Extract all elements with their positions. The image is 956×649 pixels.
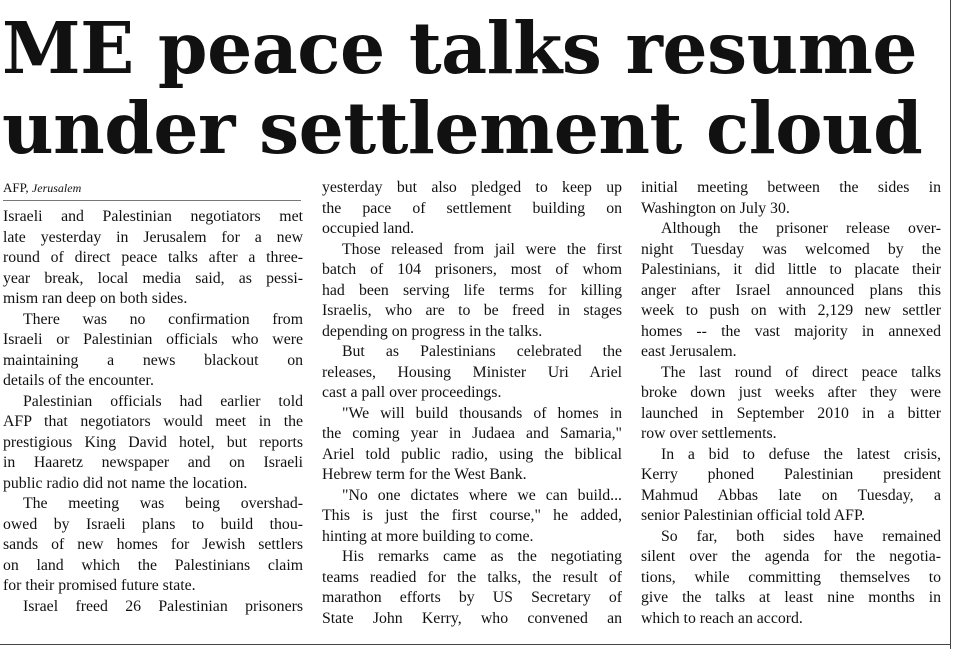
- text-line: homes -- the vast majority in annexed: [641, 322, 941, 340]
- text-line: Israel freed 26 Palestinian prisoners: [23, 597, 303, 615]
- text-line: But as Palestinians celebrated the: [342, 343, 622, 360]
- text-line: the coming year in Judaea and Samaria,": [322, 425, 622, 442]
- column-3-text: [641, 178, 941, 629]
- text-line: Kerry phoned Palestinian president: [641, 466, 941, 483]
- text-line: initial meeting between the sides in: [641, 179, 941, 196]
- text-line: owed by Israeli plans to build thou-: [3, 515, 303, 533]
- text-line: His remarks came as the negotiating: [342, 548, 622, 565]
- article-column-2: [322, 178, 622, 629]
- column-rule-right: [950, 0, 951, 649]
- headline: [2, 8, 942, 168]
- text-line: mism ran deep on both sides.: [3, 290, 188, 307]
- headline-line-1: ME peace talks resume: [2, 6, 917, 90]
- text-line: broke down just weeks after they were: [641, 384, 941, 401]
- text-line: The last round of direct peace talks: [661, 363, 941, 381]
- text-line: Washington on July 30.: [641, 199, 790, 217]
- text-line: row over settlements.: [641, 425, 777, 442]
- text-line: The meeting was being overshad-: [23, 495, 303, 512]
- text-line: the pace of settlement building on: [322, 199, 622, 217]
- text-line: Palestinians, it did little to placate their: [641, 261, 941, 278]
- text-line: Ariel told public radio, using the biblical: [322, 445, 622, 463]
- text-line: sands of new homes for Jewish settlers: [3, 536, 303, 553]
- column-1-text: [3, 207, 303, 617]
- byline-agency: AFP,: [3, 180, 29, 195]
- text-line: on land which the Palestinians claim: [3, 556, 303, 574]
- text-line: cast a pall over proceedings.: [322, 384, 502, 401]
- headline-line-2: under settlement cloud: [2, 86, 923, 170]
- text-line: "We will build thousands of homes in: [342, 404, 622, 422]
- text-line: round of direct peace talks after a three-: [3, 249, 303, 266]
- text-line: Palestinian officials had earlier told: [23, 392, 303, 410]
- text-line: anger after Israel announced plans this: [641, 281, 941, 299]
- text-line: marathon efforts by US Secretary of: [322, 589, 622, 606]
- byline-location: Jerusalem: [31, 181, 82, 195]
- text-line: depending on progress in the talks.: [322, 322, 543, 340]
- byline: [3, 178, 301, 201]
- text-line: occupied land.: [322, 220, 415, 237]
- text-line: batch of 104 prisoners, most of whom: [322, 261, 622, 278]
- text-line: late yesterday in Jerusalem for a new: [3, 228, 303, 246]
- text-line: Those released from jail were the first: [342, 240, 622, 258]
- text-line: yesterday but also pledged to keep up: [322, 179, 622, 196]
- text-line: tions, while committing themselves to: [641, 568, 941, 586]
- text-line: Mahmud Abbas late on Tuesday, a: [641, 486, 941, 504]
- article-column-3: [641, 178, 941, 629]
- text-line: Israeli and Palestinian negotiators met: [3, 208, 303, 225]
- text-line: hinting at more building to come.: [322, 527, 534, 545]
- text-line: teams readied for the talks, the result of: [322, 568, 622, 586]
- article-column-1: [3, 178, 303, 617]
- text-line: details of the encounter.: [3, 372, 154, 389]
- text-line: "No one dictates where we can build...: [342, 486, 622, 504]
- text-line: Israelis, who are to be freed in stages: [322, 302, 622, 319]
- text-line: which to reach an accord.: [641, 609, 803, 627]
- text-line: releases, Housing Minister Uri Ariel: [322, 363, 622, 381]
- text-line: year break, local media said, as pessi-: [3, 269, 303, 287]
- text-line: Hebrew term for the West Bank.: [322, 466, 527, 483]
- text-line: prestigious King David hotel, but reports: [3, 433, 303, 451]
- text-line: for their promised future state.: [3, 577, 196, 594]
- text-line: silent over the agenda for the negotia-: [641, 548, 941, 565]
- text-line: public radio did not name the location.: [3, 474, 248, 492]
- text-line: State John Kerry, who convened an: [322, 609, 622, 627]
- text-line: had been serving life terms for killing: [322, 281, 622, 299]
- text-line: give the talks at least nine months in: [641, 589, 941, 606]
- text-line: week to push on with 2,129 new settler: [641, 302, 941, 319]
- text-line: AFP that negotiators would meet in the: [3, 413, 303, 430]
- text-line: Although the prisoner release over-: [661, 220, 941, 237]
- article-bottom-rule: [0, 644, 950, 645]
- text-line: In a bid to defuse the latest crisis,: [661, 445, 941, 463]
- text-line: maintaining a news blackout on: [3, 351, 303, 369]
- text-line: launched in September 2010 in a bitter: [641, 404, 941, 422]
- text-line: east Jerusalem.: [641, 343, 737, 360]
- text-line: senior Palestinian official told AFP.: [641, 507, 865, 524]
- text-line: There was no confirmation from: [23, 310, 303, 328]
- text-line: This is just the first course," he added,: [322, 507, 622, 524]
- text-line: Israeli or Palestinian officials who were: [3, 331, 303, 348]
- text-line: in Haaretz newspaper and on Israeli: [3, 454, 303, 471]
- text-line: night Tuesday was welcomed by the: [641, 240, 941, 258]
- text-line: So far, both sides have remained: [661, 527, 941, 545]
- column-2-text: [322, 178, 622, 629]
